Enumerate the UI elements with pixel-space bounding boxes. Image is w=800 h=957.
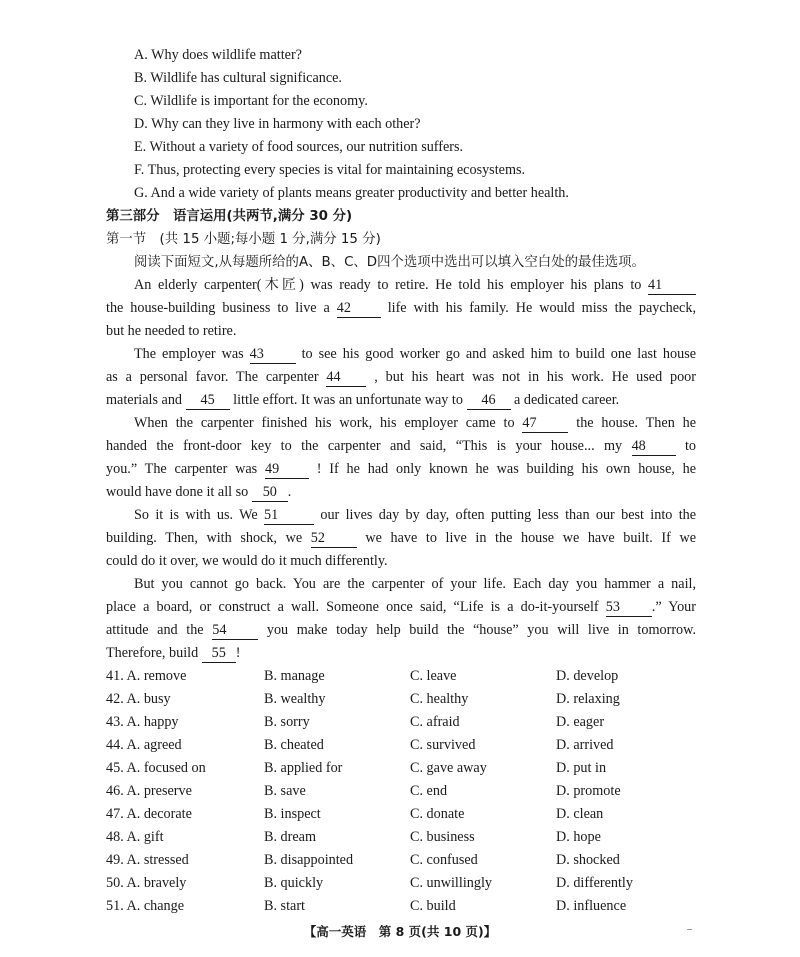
choice-b: B. manage — [264, 668, 325, 684]
choice-d: D. develop — [556, 668, 619, 684]
option-e: E. Without a variety of food sources, our nutrition suffers. — [134, 139, 464, 155]
blank-54: 54 — [212, 622, 258, 640]
choice-a: 46. A. preserve — [106, 783, 192, 799]
choice-d: D. differently — [556, 875, 633, 891]
option-a: A. Why does wildlife matter? — [134, 47, 302, 63]
passage-line: building. Then, with shock, we 52 we have to live in the house we have built. If we — [106, 530, 696, 546]
blank-42: 42 — [337, 300, 381, 318]
choice-b: B. quickly — [264, 875, 324, 891]
passage-line: So it is with us. We 51 our lives day by day, often putting less than our best into the — [134, 507, 697, 523]
passage-line: But you cannot go back. You are the carpenter of your life. Each day you hammer a nail, — [134, 576, 696, 592]
blank-49: 49 — [265, 461, 309, 479]
choice-d: D. shocked — [556, 852, 620, 868]
blank-55: 55 — [202, 645, 236, 663]
question-row-43 — [106, 711, 696, 734]
option-g: G. And a wide variety of plants means greater productivity and better health. — [134, 185, 569, 201]
choice-d: D. clean — [556, 806, 604, 822]
choice-c: C. confused — [410, 852, 478, 868]
option-c: C. Wildlife is important for the economy. — [134, 93, 368, 109]
choice-c: C. unwillingly — [410, 875, 492, 891]
choice-b: B. dream — [264, 829, 317, 845]
choice-c: C. healthy — [410, 691, 469, 707]
passage-line: would have done it all so 50 . — [106, 484, 292, 500]
choice-a: 47. A. decorate — [106, 806, 192, 822]
passage-line: materials and 45 little effort. It was an unfortunate way to 46 a dedicated career. — [106, 392, 620, 408]
choice-a: 44. A. agreed — [106, 737, 182, 753]
blank-50: 50 — [252, 484, 288, 502]
choice-a: 43. A. happy — [106, 714, 179, 730]
choice-c: C. leave — [410, 668, 457, 684]
blank-48: 48 — [632, 438, 676, 456]
choice-c: C. gave away — [410, 760, 487, 776]
choice-b: B. cheated — [264, 737, 324, 753]
choice-c: C. end — [410, 783, 448, 799]
choice-b: B. save — [264, 783, 306, 799]
choice-b: B. applied for — [264, 760, 343, 776]
seven-choose-five-options — [106, 44, 696, 205]
question-row-45 — [106, 757, 696, 780]
question-row-42 — [106, 688, 696, 711]
blank-41: 41 — [648, 277, 696, 295]
passage-line: The employer was 43 to see his good worker go and asked him to build one last house — [134, 346, 697, 362]
choice-a: 45. A. focused on — [106, 760, 206, 776]
choice-a: 49. A. stressed — [106, 852, 189, 868]
choice-d: D. eager — [556, 714, 605, 730]
page-footer: 【高一英语 第 8 页(共 10 页)】 — [303, 924, 497, 939]
choice-c: C. donate — [410, 806, 465, 822]
passage-line: you.” The carpenter was 49 ! If he had only known he was building his own house, he — [106, 461, 697, 477]
blank-45: 45 — [186, 392, 230, 410]
option-d: D. Why can they live in harmony with each other? — [134, 116, 421, 132]
exam-page — [106, 44, 696, 918]
choice-d: D. influence — [556, 898, 627, 914]
option-f: F. Thus, protecting every species is vital for maintaining ecosystems. — [134, 162, 526, 178]
choice-d: D. promote — [556, 783, 621, 799]
choice-d: D. hope — [556, 829, 601, 845]
choice-d: D. relaxing — [556, 691, 620, 707]
blank-46: 46 — [467, 392, 511, 410]
instructions: 阅读下面短文,从每题所给的A、B、C、D四个选项中选出可以填入空白处的最佳选项。 — [134, 255, 645, 270]
blank-44: 44 — [326, 369, 366, 387]
question-row-50 — [106, 872, 696, 895]
choice-a: 50. A. bravely — [106, 875, 187, 891]
passage-line: handed the front-door key to the carpenter and said, “This is your house... my 48 to — [106, 438, 697, 454]
question-row-47 — [106, 803, 696, 826]
question-options-list — [106, 665, 696, 918]
choice-a: 51. A. change — [106, 898, 185, 914]
question-row-44 — [106, 734, 696, 757]
passage-line: attitude and the 54 you make today help build the “house” you will live in tomorrow. — [106, 622, 697, 638]
choice-c: C. business — [410, 829, 475, 845]
choice-b: B. inspect — [264, 806, 321, 822]
passage-line: as a personal favor. The carpenter 44 , but his heart was not in his work. He used poor — [106, 369, 696, 385]
blank-52: 52 — [311, 530, 357, 548]
passage-line: Therefore, build 55 ! — [106, 645, 241, 661]
option-b: B. Wildlife has cultural significance. — [134, 70, 342, 86]
choice-b: B. sorry — [264, 714, 310, 730]
passage-line: the house-building business to live a 42 life with his family. He would miss the paycheck, — [106, 300, 696, 316]
cloze-passage — [106, 274, 696, 665]
passage-line: An elderly carpenter(木匠) was ready to retire. He told his employer his plans to 41 — [106, 274, 696, 297]
corner-mark: – — [687, 924, 692, 935]
choice-b: B. start — [264, 898, 305, 914]
choice-c: C. build — [410, 898, 456, 914]
question-row-46 — [106, 780, 696, 803]
choice-b: B. disappointed — [264, 852, 354, 868]
blank-53: 53 — [606, 599, 652, 617]
passage-line: could do it over, we would do it much differently. — [106, 553, 388, 569]
choice-d: D. arrived — [556, 737, 614, 753]
choice-a: 42. A. busy — [106, 691, 171, 707]
question-row-49 — [106, 849, 696, 872]
section1-heading: 第一节 (共 15 小题;每小题 1 分,满分 15 分) — [106, 232, 381, 247]
choice-a: 48. A. gift — [106, 829, 164, 845]
passage-line: but he needed to retire. — [106, 323, 237, 339]
passage-line: place a board, or construct a wall. Someone once said, “Life is a do-it-yourself 53 .” Your — [106, 599, 696, 615]
choice-d: D. put in — [556, 760, 607, 776]
question-row-48 — [106, 826, 696, 849]
question-row-51 — [106, 895, 696, 918]
blank-43: 43 — [250, 346, 296, 364]
question-row-41 — [106, 665, 696, 688]
choice-b: B. wealthy — [264, 691, 326, 707]
blank-47: 47 — [522, 415, 568, 433]
choice-c: C. afraid — [410, 714, 460, 730]
part3-heading: 第三部分 语言运用(共两节,满分 30 分) — [106, 209, 353, 224]
choice-c: C. survived — [410, 737, 476, 753]
choice-a: 41. A. remove — [106, 668, 187, 684]
passage-line: When the carpenter finished his work, his employer came to 47 the house. Then he — [134, 415, 697, 431]
blank-51: 51 — [264, 507, 314, 525]
